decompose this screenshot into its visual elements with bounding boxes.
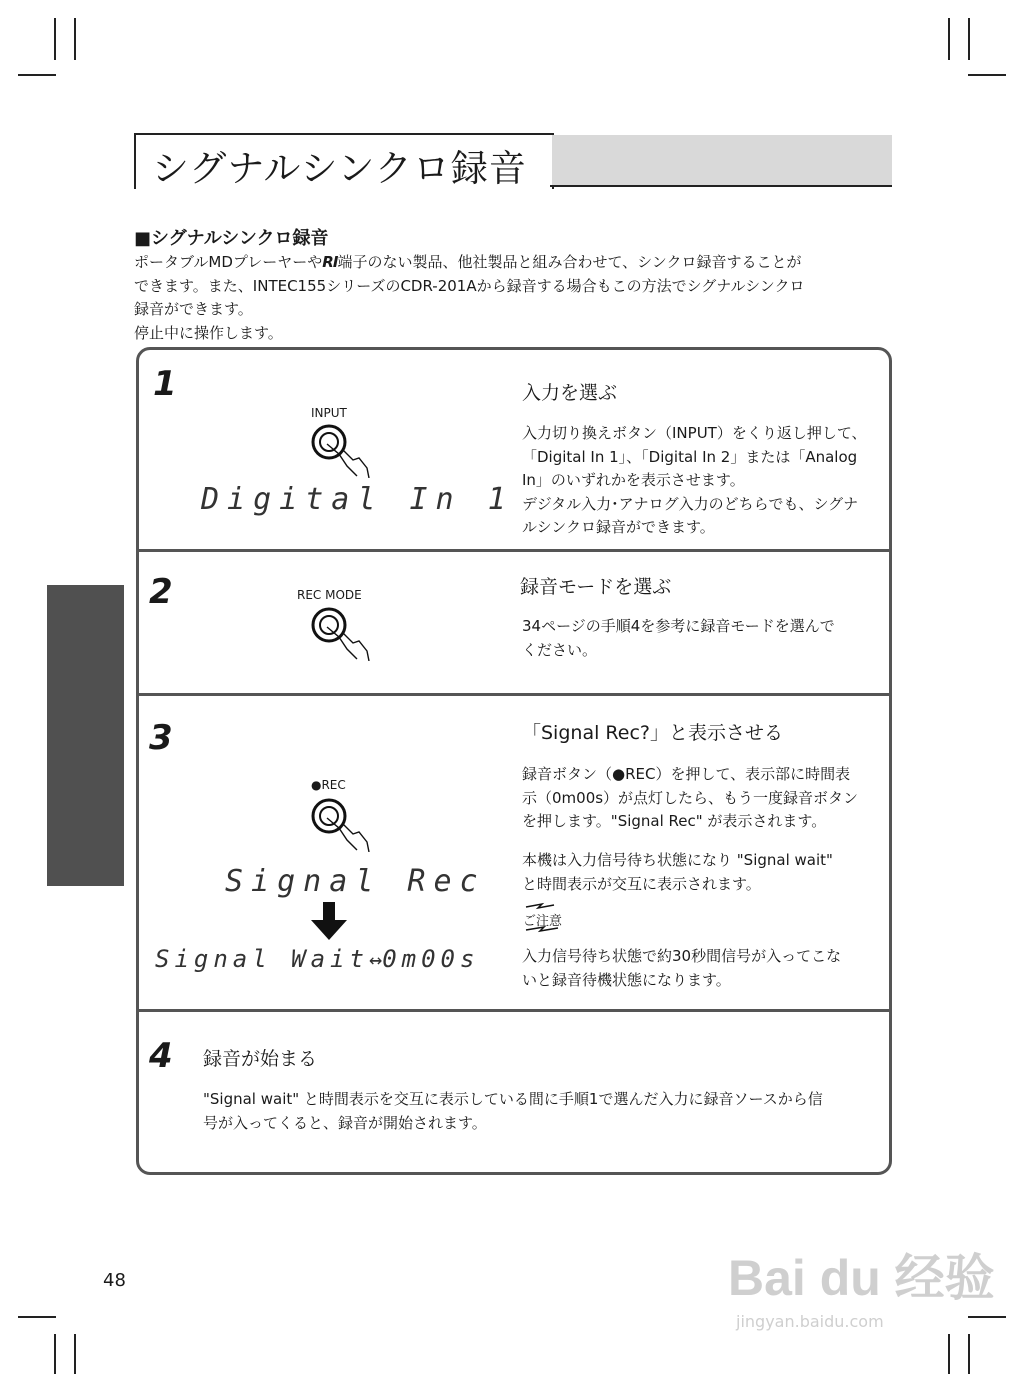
title-band — [552, 135, 892, 185]
page-number: 48 — [103, 1270, 126, 1291]
step-text — [203, 1088, 883, 1135]
step-text-line: ください。 — [522, 640, 598, 659]
lcd-segment: Signal Wait — [155, 945, 369, 973]
button-label: INPUT — [311, 406, 347, 420]
button-label: ●REC — [311, 778, 346, 792]
caution-label: ご注意 — [523, 914, 563, 929]
step-text — [522, 763, 882, 834]
crop-mark — [74, 1334, 76, 1374]
baidu-watermark — [728, 1238, 995, 1331]
intro-text — [134, 251, 894, 345]
button-label: REC MODE — [297, 588, 362, 602]
press-button-icon — [309, 796, 377, 852]
crop-mark — [948, 1334, 950, 1374]
section-heading: ■シグナルシンクロ録音 — [134, 228, 329, 249]
step-text-line: "Signal wait" と時間表示を交互に表示している間に手順1で選んだ入力に録音ソースから信 — [203, 1090, 823, 1108]
arrow-down-icon — [309, 902, 349, 940]
intro-segment: ポータブルMDプレーヤーや — [134, 253, 323, 271]
arrow-left-right-icon: ↔ — [368, 948, 383, 973]
step-text-line: 「Digital In 1」、「Digital In 2」または「Analog — [522, 447, 858, 466]
step-text-line: デジタル入力･アナログ入力のどちらでも、シグナ — [522, 494, 859, 513]
watermark-logo: Bai du 经验 — [728, 1250, 995, 1306]
lcd-segment: 0m00s — [382, 945, 480, 973]
step-heading: 「Signal Rec?」と表示させる — [522, 722, 783, 744]
step-text-line: ルシンクロ録音ができます。 — [522, 518, 715, 536]
step-text-line: 34ページの手順4を参考に録音モードを選んで — [522, 617, 835, 635]
press-button-icon — [309, 605, 377, 661]
intro-line: 録音ができます。 — [134, 300, 253, 318]
step-divider — [139, 693, 889, 696]
step-number: 1 — [153, 364, 177, 404]
crop-mark — [18, 1316, 56, 1318]
step-text — [522, 615, 882, 662]
caution-bolt-icon — [522, 902, 572, 934]
page-title: シグナルシンクロ録音 — [152, 147, 527, 190]
step-heading: 録音が始まる — [203, 1048, 318, 1070]
step-text — [522, 849, 882, 896]
step-divider — [139, 1009, 889, 1012]
lcd-display — [155, 945, 479, 973]
step-text-line: In」のいずれかを表示させます。 — [522, 471, 745, 489]
step-text-line: 号が入ってくると、録音が開始されます。 — [203, 1113, 487, 1132]
step-heading: 入力を選ぶ — [522, 382, 618, 404]
step-divider — [139, 549, 889, 552]
intro-line — [134, 251, 894, 275]
crop-mark — [54, 1334, 56, 1374]
step-heading: 録音モードを選ぶ — [520, 576, 672, 598]
step-text-line: を押します。"Signal Rec" が表示されます。 — [522, 812, 827, 830]
ri-logo-icon: RI — [322, 253, 338, 271]
step-number: 3 — [149, 718, 173, 758]
side-tab — [47, 585, 124, 886]
crop-mark — [968, 1334, 970, 1374]
crop-mark — [54, 18, 56, 60]
crop-mark — [968, 74, 1006, 76]
intro-line: 停止中に操作します。 — [134, 323, 283, 342]
step-text-line: いと録音待機状態になります。 — [522, 970, 731, 989]
intro-segment: 端子のない製品、他社製品と組み合わせて、シンクロ録音することが — [337, 253, 802, 271]
press-button-icon — [309, 422, 377, 478]
step-number: 2 — [149, 572, 173, 612]
step-text-line: と時間表示が交互に表示されます。 — [522, 874, 761, 893]
crop-mark — [948, 18, 950, 60]
crop-mark — [74, 18, 76, 60]
step-number: 4 — [149, 1036, 173, 1076]
lcd-display: Digital In 1 — [201, 482, 514, 517]
title-underline — [550, 185, 892, 187]
step-text — [522, 945, 882, 992]
step-text-line: 本機は入力信号待ち状態になり "Signal wait" — [522, 851, 833, 869]
step-text-line: 入力信号待ち状態で約30秒間信号が入ってこな — [522, 947, 842, 965]
crop-mark — [968, 18, 970, 60]
step-text — [522, 422, 882, 540]
lcd-display: Signal Rec — [225, 864, 486, 899]
step-text-line: 示（0m00s）が点灯したら、もう一度録音ボタン — [522, 788, 859, 807]
title-box — [134, 133, 554, 189]
crop-mark — [18, 74, 56, 76]
steps-frame — [136, 347, 892, 1175]
step-text-line: 入力切り換えボタン（INPUT）をくり返し押して、 — [522, 424, 867, 442]
watermark-url: jingyan.baidu.com — [736, 1312, 884, 1331]
step-text-line: 録音ボタン（●REC）を押して、表示部に時間表 — [522, 765, 851, 783]
intro-line: できます。また、INTEC155シリーズのCDR-201Aから録音する場合もこの方法でシグナルシンクロ — [134, 276, 805, 295]
